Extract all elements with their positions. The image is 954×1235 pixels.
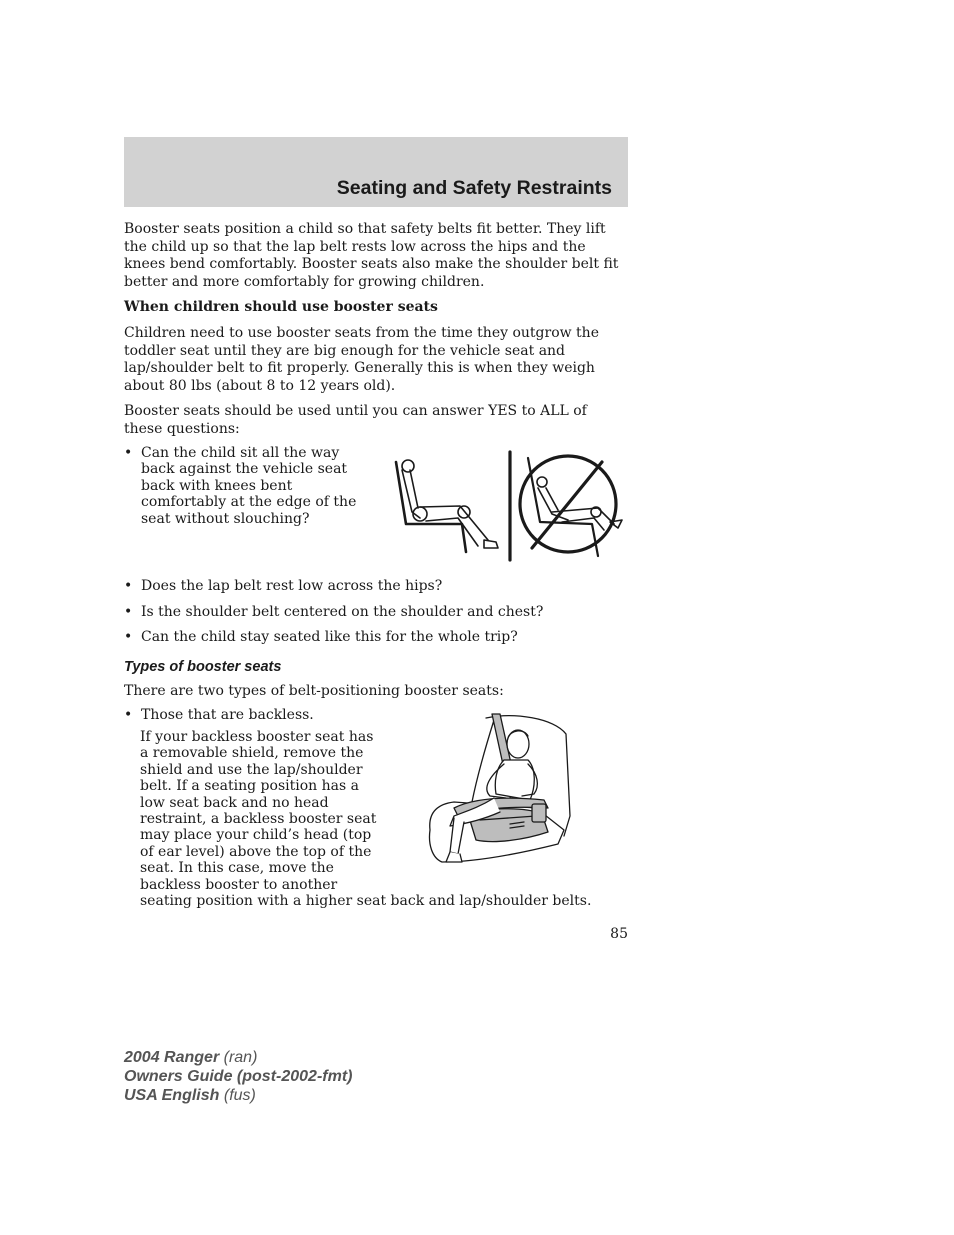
list-item-text: Those that are backless. xyxy=(141,707,314,723)
bullet-dot: • xyxy=(124,445,133,461)
section-heading-types: Types of booster seats xyxy=(124,659,282,675)
list-item xyxy=(124,707,424,725)
footer-line-3 xyxy=(124,1086,352,1105)
backless-paragraph-tail: seating position with a higher seat back and lap/shoulder belts. xyxy=(140,893,592,909)
list-item xyxy=(124,629,624,647)
bullet-dot: • xyxy=(124,604,133,620)
list-item-text: Does the lap belt rest low across the hips? xyxy=(141,578,443,594)
footer-line-1 xyxy=(124,1048,352,1067)
backless-paragraph: If your backless booster seat has a removable shield, remove the shield and use the lap/shoulder belt. If a seating position has a low seat back and no head restraint, a backless booster seat may place your child’s head (top of ear level) above the top of the seat. In this case, move the backless booster to another xyxy=(140,729,377,893)
incorrect-posture-figure xyxy=(520,456,622,556)
footer-language: USA English xyxy=(124,1087,220,1104)
section-heading-when: When children should use booster seats xyxy=(124,299,438,315)
list-item-text: Can the child sit all the way back against the vehicle seat back with knees bent comfortably at the edge of the seat without slouching? xyxy=(141,445,357,527)
belt-buckle-icon xyxy=(532,804,546,822)
page-number: 85 xyxy=(610,926,628,942)
header-band xyxy=(124,137,628,207)
types-intro: There are two types of belt-positioning booster seats: xyxy=(124,683,504,699)
intro-paragraph: Booster seats position a child so that safety belts fit better. They lift the child up so that the lap belt rests low across the hips and the knees bend comfortably. Booster seats also make the shoulder belt fit better and more comfortably for growing children. xyxy=(124,221,619,290)
list-item xyxy=(124,604,624,622)
footer-model-code: (ran) xyxy=(219,1049,258,1066)
list-item-text: Is the shoulder belt centered on the shoulder and chest? xyxy=(141,604,544,620)
bullet-dot: • xyxy=(124,629,133,645)
bullet-dot: • xyxy=(124,578,133,594)
bullet-dot: • xyxy=(124,707,133,723)
footer-language-code: (fus) xyxy=(219,1087,256,1104)
page-title: Seating and Safety Restraints xyxy=(336,177,612,199)
footer-line-2 xyxy=(124,1067,352,1086)
footer-model: 2004 Ranger xyxy=(124,1049,220,1066)
seating-posture-illustration xyxy=(392,448,628,562)
when-paragraph-2: Booster seats should be used until you can answer YES to ALL of these questions: xyxy=(124,403,587,437)
prohibition-slash-icon xyxy=(532,462,602,548)
correct-posture-figure xyxy=(396,460,498,552)
list-item-text: Can the child stay seated like this for the whole trip? xyxy=(141,629,518,645)
when-paragraph-1: Children need to use booster seats from the time they outgrow the toddler seat until they are big enough for the vehicle seat and lap/shoulder belt to fit properly. Generally this is when they weigh about 80 lbs (about 8 to 12 years old). xyxy=(124,325,599,394)
document-footer xyxy=(124,1048,352,1105)
footer-guide: Owners Guide (post-2002-fmt) xyxy=(124,1068,353,1085)
list-item xyxy=(124,578,624,596)
backless-booster-illustration xyxy=(424,712,574,868)
